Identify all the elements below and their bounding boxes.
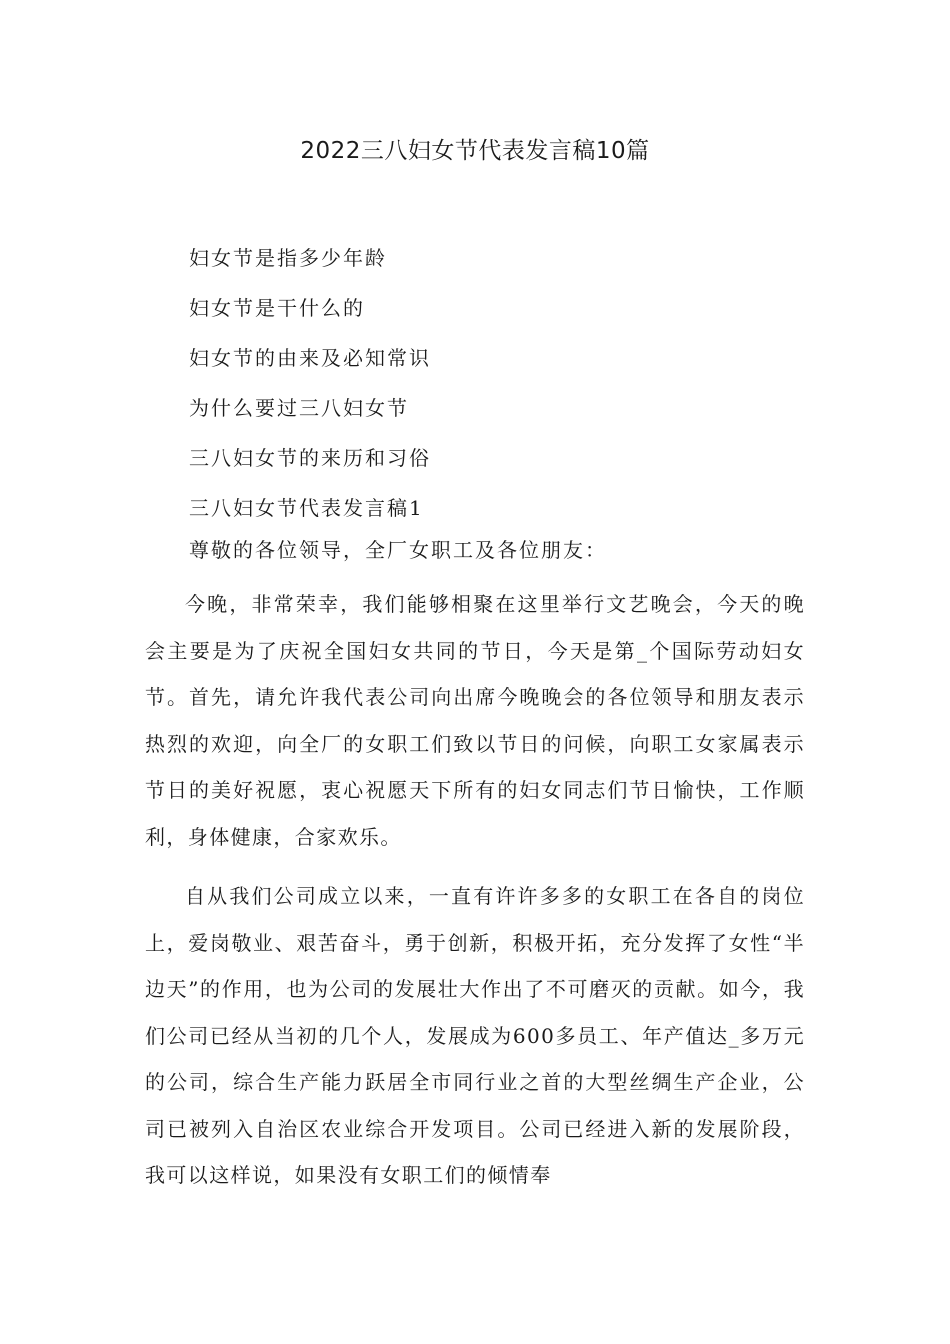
body-paragraph-block (145, 873, 805, 1199)
topic-list (189, 233, 431, 533)
topic-item: 妇女节的由来及必知常识 (189, 346, 431, 370)
topic-item: 三八妇女节的来历和习俗 (189, 446, 431, 470)
topic-item: 妇女节是指多少年龄 (189, 246, 387, 270)
topic-item: 为什么要过三八妇女节 (189, 396, 409, 420)
topic-item: 妇女节是干什么的 (189, 296, 365, 320)
body-paragraph: 自从我们公司成立以来，一直有许许多多的女职工在各自的岗位上，爱岗敬业、艰苦奋斗，勇于创新，积极开拓，充分发挥了女性“半边天”的作用，也为公司的发展壮大作出了不可磨灭的贡献。如今，我们公司已经从当初的几个人，发展成为600多员工、年产值达_多万元的公司，综合生产能力跃居全市同行业之首的大型丝绸生产企业，公司已被列入自治区农业综合开发项目。公司已经进入新的发展阶段，我可以这样说，如果没有女职工们的倾情奉 (145, 884, 805, 1187)
topic-item: 三八妇女节代表发言稿1 (189, 496, 424, 520)
body-paragraph-block (145, 581, 805, 860)
document-title: 2022三八妇女节代表发言稿10篇 (300, 138, 650, 164)
salutation: 尊敬的各位领导，全厂女职工及各位朋友： (189, 538, 607, 562)
body-paragraph: 今晚，非常荣幸，我们能够相聚在这里举行文艺晚会，今天的晚会主要是为了庆祝全国妇女共同的节日，今天是第_个国际劳动妇女节。首先，请允许我代表公司向出席今晚晚会的各位领导和朋友表示热烈的欢迎，向全厂的女职工们致以节日的问候，向职工女家属表示节日的美好祝愿，衷心祝愿天下所有的妇女同志们节日愉快，工作顺利，身体健康，合家欢乐。 (145, 592, 805, 849)
